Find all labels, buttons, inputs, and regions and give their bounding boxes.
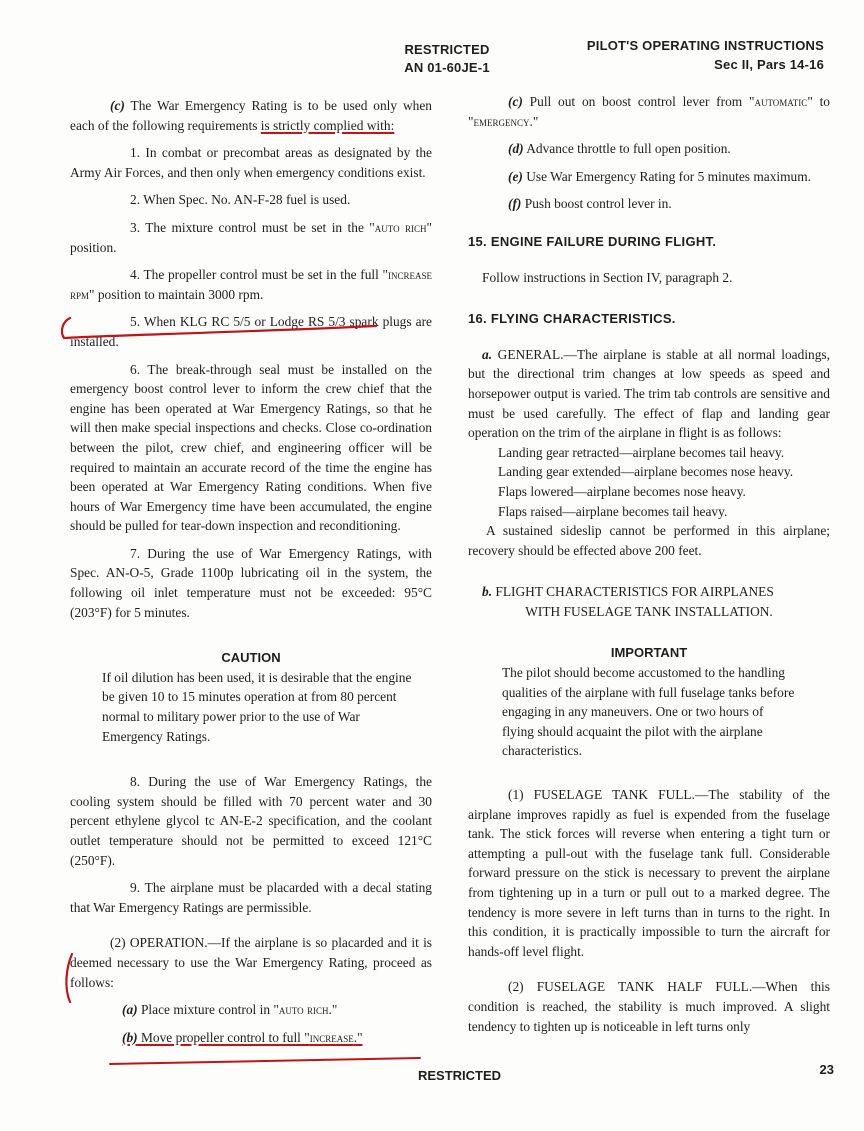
step-b-underlined <box>122 1030 363 1045</box>
section-15-heading: 15. ENGINE FAILURE DURING FLIGHT. <box>468 233 717 249</box>
requirement-8: 8. During the use of War Emergency Ratings, the cooling system should be filled with 70 percent water and 30 percent ethylene glycol tc AN-E-2 specification, and the coolant outlet temperature should not be permitted to exceed 121°C (250°F). <box>70 774 432 868</box>
label-d: (d) <box>508 141 524 157</box>
section-b-heading <box>468 582 830 602</box>
header-title: PILOT'S OPERATING INSTRUCTIONS <box>586 38 824 53</box>
section-b-heading-line2: WITH FUSELAGE TANK INSTALLATION. <box>525 603 773 619</box>
header-left <box>396 42 498 75</box>
step-b-text: Move propeller control to full " <box>140 1029 310 1045</box>
requirement-4-tail: " position to maintain 3000 rpm. <box>89 286 264 302</box>
step-f <box>468 194 830 214</box>
caution-text: If oil dilution has been used, it is desirable that the engine be given 10 to 15 minutes operation at from 80 percent normal to military power prior to the use of War Emergency Ratings. <box>102 669 412 744</box>
footer-restricted: RESTRICTED <box>418 1068 502 1083</box>
trim-item: Landing gear retracted—airplane becomes tail heavy. <box>498 444 785 460</box>
label-f: (f) <box>508 196 522 212</box>
label-c-right: (c) <box>508 94 523 109</box>
page-number: 23 <box>819 1062 834 1077</box>
paragraph-c-text: The War Emergency Rating is to be used only when each of the following requirements <box>70 98 433 133</box>
section-b-heading-line1: FLIGHT CHARACTERISTICS FOR AIRPLANES <box>495 584 774 600</box>
trim-item: Flaps raised—airplane becomes tail heavy. <box>498 503 728 519</box>
caution-box <box>70 668 432 746</box>
sideslip-note: A sustained sideslip cannot be performed in this airplane; recovery should be effected above 200 feet. <box>468 523 830 558</box>
step-c-from: automatic <box>754 94 808 109</box>
requirement-9: 9. The airplane must be placarded with a decal stating that War Emergency Ratings are permissible. <box>70 880 432 915</box>
pen-underline-step-b <box>110 1058 420 1064</box>
requirement-3 <box>70 218 432 257</box>
step-d-text: Advance throttle to full open position. <box>526 141 731 157</box>
requirement-4-text: 4. The propeller control must be set in the full " <box>130 267 388 283</box>
underlined-requirement: is strictly complied with: <box>260 117 395 133</box>
header-doc-number: AN 01-60JE-1 <box>404 60 490 75</box>
operation-paragraph: (2) OPERATION.—If the airplane is so placarded and it is deemed necessary to use the War Emergency Rating, proceed as follows: <box>70 935 432 990</box>
step-c-setting: emergency <box>473 113 530 129</box>
step-c-text: Pull out on boost control lever from " <box>529 94 755 109</box>
trim-item: Flaps lowered—airplane becomes nose heavy. <box>498 483 746 499</box>
step-e <box>468 167 830 187</box>
important-box <box>468 663 830 761</box>
step-a-tail: ." <box>328 1002 338 1018</box>
requirement-4-setting: increase rpm <box>70 267 432 302</box>
label-a: (a) <box>122 1002 138 1018</box>
important-title: IMPORTANT <box>610 645 688 661</box>
general-paragraph <box>468 345 830 443</box>
header-restricted: RESTRICTED <box>404 42 490 57</box>
requirement-6: 6. The break-through seal must be installed on the emergency boost control lever to inform the crew chief that the engine has been operated at War Emergency Ratings, so that he will then make special inspections and checks. Close co-ordination between the pilot, crew chief, and engineering officer will be required to maintain an accurate record of the time the engine has been operated at War Emergency Rating conditions. When five hours of War Emergency time have been accumulated, the engine should be pulled for tear-down inspection and reconditioning. <box>70 361 432 534</box>
general-text: GENERAL.—The airplane is stable at all normal loadings, but the directional trim changes at low speeds as speed and horsepower output is varied. The trim tab controls are sensitive and must be used carefully. The effect of flap and landing gear operation on the trim of the airplane in flight is as follows: <box>468 346 830 441</box>
step-a-text: Place mixture control in " <box>140 1002 279 1018</box>
requirement-3-tail: " position. <box>70 219 433 255</box>
tank-full-paragraph: (1) FUSELAGE TANK FULL.—The stability of the airplane improves rapidly as fuel is expended from the fuselage tank. The stick forces will reverse when entering a tight turn or attempting a pull-out with the fuselage tank full. Considerable forward pressure on the stick is necessary to prevent the airplane from tightening up in a turn or pull out to a marked degree. The tendency is more severe in left turns than in turns to the right. In this condition, it is practically impossible to turn the aircraft for hands-off level flight. <box>468 787 830 959</box>
requirement-5: 5. When KLG RC 5/5 or Lodge RS 5/3 spark plugs are installed. <box>70 314 432 349</box>
label-c: (c) <box>110 98 125 113</box>
label-e: (e) <box>508 168 523 184</box>
header-right <box>587 38 824 72</box>
step-c <box>468 92 830 131</box>
requirement-7: 7. During the use of War Emergency Ratings, with Spec. AN-O-5, Grade 1100p lubricating oil in the system, the following oil inlet temperature must not be exceeded: 95°C (203°F) for 5 minutes. <box>70 545 432 620</box>
step-b <box>70 1028 432 1048</box>
header-section: Sec II, Pars 14-16 <box>714 57 824 72</box>
tank-half-paragraph: (2) FUSELAGE TANK HALF FULL.—When this condition is reached, the stability is much improved. A slight tendency to tighten up is noticeable in left turns only <box>468 979 830 1034</box>
step-a <box>70 1000 432 1020</box>
label-a-right: a. <box>482 346 493 362</box>
requirement-3-text: 3. The mixture control must be set in the " <box>130 219 375 235</box>
step-a-setting: auto rich <box>278 1002 329 1018</box>
section-16-heading: 16. FLYING CHARACTERISTICS. <box>468 311 676 327</box>
requirement-3-setting: auto rich <box>374 219 427 235</box>
requirement-4 <box>70 265 432 304</box>
right-column <box>468 92 830 1036</box>
step-c-to: " to " <box>468 94 830 129</box>
step-e-text: Use War Emergency Rating for 5 minutes maximum. <box>526 168 812 184</box>
requirement-2: 2. When Spec. No. AN-F-28 fuel is used. <box>130 192 351 208</box>
step-c-tail: ." <box>529 113 539 129</box>
step-b-setting: increase <box>309 1029 354 1045</box>
label-b-right: b. <box>482 584 493 600</box>
label-b: (b) <box>122 1029 138 1045</box>
paragraph-c <box>70 96 432 135</box>
requirement-1: 1. In combat or precombat areas as designated by the Army Air Forces, and then only when emergency conditions exist. <box>70 145 432 180</box>
important-text: The pilot should become accustomed to the handling qualities of the airplane with full fuselage tanks before engaging in any maneuvers. One or two hours of flying should acquaint the pilot with the airplane characteristics. <box>502 665 795 759</box>
step-f-text: Push boost control lever in. <box>524 196 672 212</box>
trim-item: Landing gear extended—airplane becomes nose heavy. <box>498 464 794 480</box>
step-d <box>468 139 830 159</box>
caution-title: CAUTION <box>221 650 281 666</box>
left-column <box>70 96 432 1047</box>
trim-list <box>468 443 830 521</box>
step-b-tail: ." <box>353 1029 363 1045</box>
section-15-text: Follow instructions in Section IV, paragraph 2. <box>482 269 733 285</box>
